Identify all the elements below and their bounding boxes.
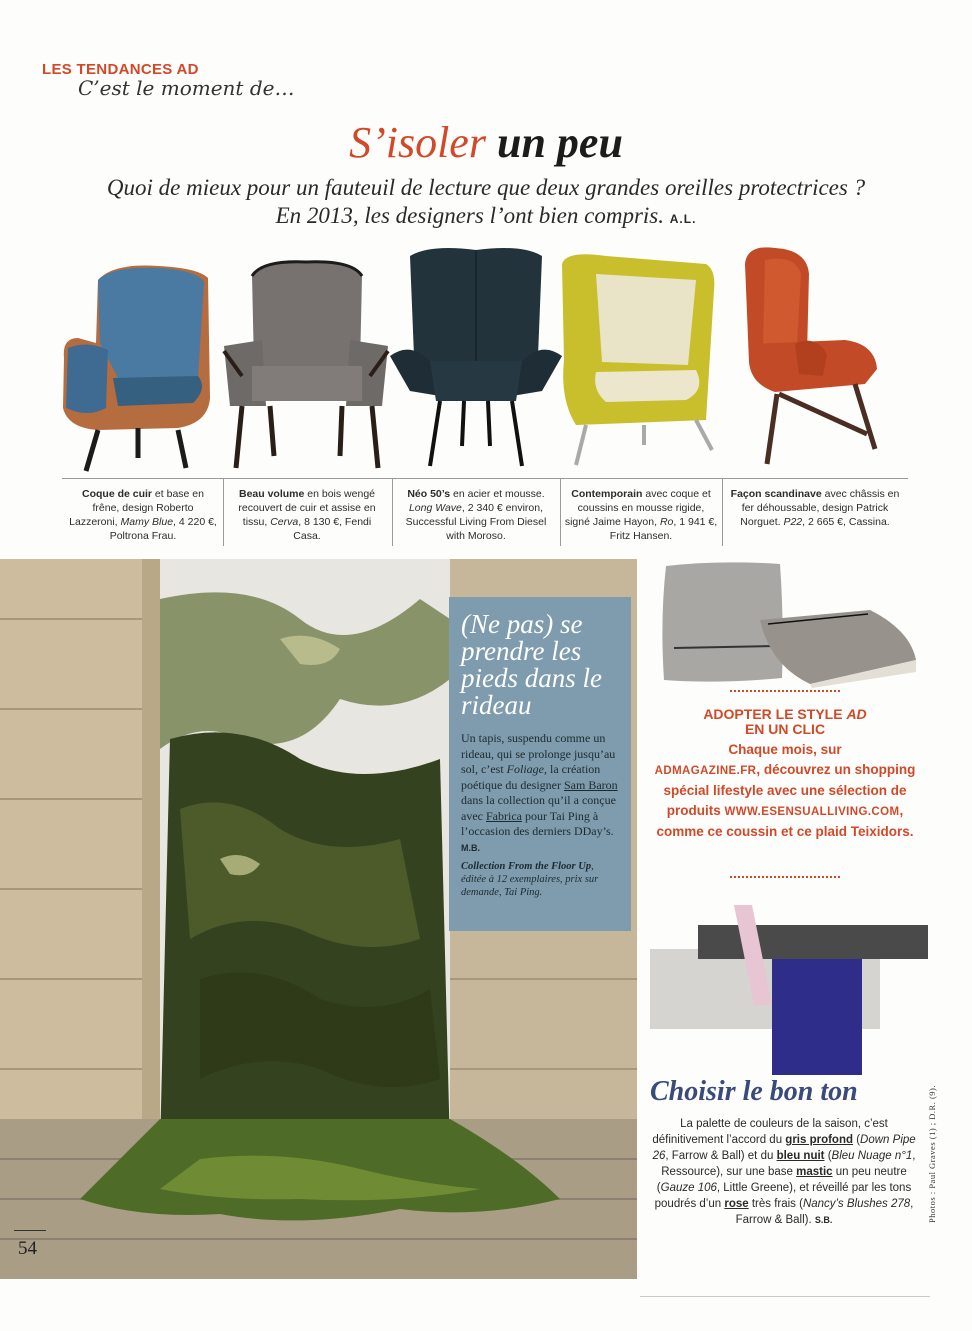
standfirst-line-1: Quoi de mieux pour un fauteuil de lecture que deux grandes oreilles protectrices ?	[106, 175, 866, 200]
promo-link-esensualliving[interactable]: WWW.ESENSUALLIVING.COM	[724, 805, 900, 818]
keyword-rose: rose	[724, 1198, 749, 1210]
designer-name: Sam Baron	[563, 777, 618, 792]
cushion-and-throw-image	[660, 560, 920, 688]
author-signature: M.B.	[461, 842, 480, 853]
sidebar-caption	[461, 860, 619, 899]
body-text: , Little Greene), et réveillé par les tons poudrés d’un	[654, 1182, 912, 1210]
bottom-rule	[640, 1296, 930, 1297]
promo-heading	[660, 707, 910, 737]
caption-text: et base en frêne, design Roberto Lazzeroni,	[69, 488, 204, 528]
caption-lead: Contemporain	[571, 488, 643, 500]
caption-price: , 4 220 €, Poltrona Frau.	[109, 516, 217, 542]
promo-text: , comme ce coussin et ce plaid Teixidors.	[656, 802, 914, 839]
article-title	[0, 118, 972, 168]
caption-model: P22	[783, 516, 803, 528]
chair-caption-3	[397, 487, 555, 543]
body-text: pour Tai Ping à l’occasion des derniers DDay’s.	[461, 808, 614, 838]
paint-ref: Nancy’s Blushes 278	[802, 1198, 911, 1210]
palette-body: La palette de couleurs de la saison, c’est définitivement l’accord du gris profond (Down Pipe 26, Farrow & Ball) et du bleu nuit (Bleu Nuage n°1, Ressource), sur une base mastic un peu neutre (Gauze 106, Little Greene), et réveillé par les tons poudrés d’un rose très frais (Nancy’s Blushes 278, Farrow & Ball). S.B.	[652, 1118, 916, 1226]
swatch-grey	[698, 925, 928, 959]
promo-heading-text: EN UN CLIC	[744, 721, 826, 737]
palette-heading: Choisir le bon ton	[650, 1076, 858, 1107]
body-text: , la création poétique du designer	[461, 762, 601, 792]
chair-image-cerva	[222, 256, 390, 471]
promo-text: Chaque mois, sur	[728, 742, 842, 757]
promo-heading-ad: AD	[846, 706, 867, 722]
author-signature: A.L.	[669, 212, 697, 226]
title-part-2: un peu	[496, 118, 623, 167]
paint-ref: Bleu Nuage n°1	[831, 1150, 913, 1162]
chair-caption-2	[228, 487, 386, 543]
swatch-blue	[772, 959, 862, 1075]
caption-lead: Façon scandinave	[730, 488, 822, 500]
chair-image-ro	[556, 250, 722, 468]
caption-text: avec coque et coussins en mousse rigide, signé Jaime Hayon,	[564, 488, 711, 528]
standfirst-line-2	[60, 202, 912, 233]
caption-price: , 8 130 €, Fendi Casa.	[293, 516, 372, 542]
caption-separator	[560, 478, 561, 546]
caption-lead: Néo 50’s	[407, 488, 451, 500]
body-text: un peu neutre (	[656, 1166, 907, 1194]
author-signature: S.B.	[814, 1215, 833, 1225]
caption-model: Long Wave	[408, 502, 462, 514]
section-subkicker: C’est le moment de…	[78, 76, 295, 100]
promo-dots-bottom	[730, 876, 840, 878]
body-text: , Farrow & Ball).	[735, 1198, 914, 1226]
curtain-sidebar	[449, 597, 631, 931]
body-text: très frais (	[748, 1198, 803, 1210]
chair-image-p22	[735, 244, 885, 468]
chair-image-long-wave	[390, 246, 562, 468]
paint-ref: Gauze 106	[660, 1182, 717, 1194]
section-kicker: LES TENDANCES AD	[42, 61, 199, 78]
sidebar-heading: (Ne pas) se prendre les pieds dans le rideau	[461, 609, 602, 720]
body-italic: Foliage	[506, 762, 544, 776]
body-text: dans la collection qu’il a conçue avec	[461, 793, 616, 823]
promo-body	[645, 740, 925, 842]
caption-divider	[62, 478, 908, 479]
caption-price: , 2 340 € environ, Successful Living From Diesel with Moroso.	[405, 502, 547, 542]
body-text: , Ressource), sur une base	[661, 1150, 916, 1178]
page-number: 54	[18, 1238, 37, 1259]
title-part-1: S’isoler	[349, 118, 486, 167]
body-text: Un tapis, suspendu comme un rideau, qui se prolonge jusqu’au sol, c’est	[461, 731, 616, 776]
caption-price: , 2 665 €, Cassina.	[802, 516, 890, 528]
promo-link-admagazine[interactable]: ADMAGAZINE.FR	[654, 764, 757, 777]
standfirst-line-2-text: En 2013, les designers l’ont bien compris.	[275, 203, 664, 228]
caption-text: en acier et mousse.	[450, 488, 545, 500]
sidebar-body	[461, 731, 619, 856]
body-text: , Farrow & Ball) et du	[665, 1150, 777, 1162]
caption-bold: Collection From the Floor Up	[461, 861, 592, 872]
article-standfirst	[60, 174, 912, 233]
promo-dots-top	[730, 690, 840, 692]
partner-name: Fabrica	[485, 808, 522, 823]
chair-caption-4	[564, 487, 718, 543]
photo-credit: Photos : Paul Graves (1) ; D.R. (9).	[927, 1085, 937, 1223]
keyword-blue: bleu nuit	[776, 1150, 825, 1162]
caption-model: Ro	[659, 516, 674, 528]
caption-lead: Coque de cuir	[82, 488, 153, 500]
promo-heading-text: ADOPTER LE STYLE	[703, 706, 843, 722]
caption-text: , éditée à 12 exemplaires, prix sur demande, Tai Ping.	[461, 861, 599, 898]
caption-model: Cerva	[270, 516, 299, 528]
paint-ref: Down Pipe 26	[652, 1134, 916, 1162]
promo-text: , découvrez un shopping spécial lifestyle avec une sélection de produits	[663, 761, 916, 818]
body-text: La palette de couleurs de la saison, c’est définitivement l’accord du	[652, 1118, 888, 1146]
chair-caption-1	[68, 487, 218, 543]
caption-price: , 1 941 €, Fritz Hansen.	[609, 516, 718, 542]
caption-text: en bois wengé recouvert de cuir et assise en tissu,	[238, 488, 376, 528]
chair-image-mamy-blue	[58, 258, 218, 473]
caption-text: avec châssis en fer déhoussable, design Patrick Norguet.	[740, 488, 900, 528]
keyword-grey: gris profond	[785, 1134, 854, 1146]
chair-caption-5	[727, 487, 903, 529]
page-number-rule	[14, 1230, 46, 1231]
caption-separator	[223, 478, 224, 546]
color-swatches	[648, 905, 928, 1075]
caption-separator	[722, 478, 723, 546]
keyword-mastic: mastic	[796, 1166, 833, 1178]
caption-model: Mamy Blue	[120, 516, 174, 528]
caption-lead: Beau volume	[239, 488, 305, 500]
caption-separator	[392, 478, 393, 546]
